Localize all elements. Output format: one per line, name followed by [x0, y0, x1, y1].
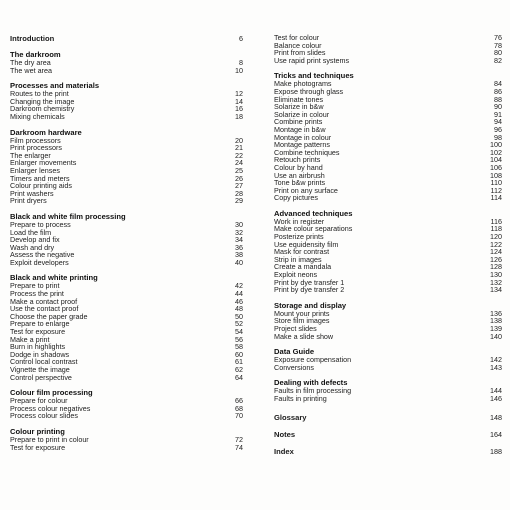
page-number: 6 [239, 34, 243, 43]
entry-label: Test for exposure [10, 327, 66, 337]
entry-label: Faults in printing [274, 393, 327, 403]
page-number: 136 [490, 308, 502, 318]
entry-label: Use equidensity film [274, 239, 339, 249]
section-heading-colour-film-processing: Colour film processing [10, 388, 93, 398]
toc-section [274, 378, 502, 402]
entry-label: Prepare to print [10, 281, 60, 291]
entry-label: Develop and fix [10, 235, 60, 245]
back-matter-glossary[interactable] [274, 413, 502, 422]
entry-label: Wash and dry [10, 242, 55, 252]
page-number: 60 [235, 349, 243, 359]
entry-label: Print dryers [10, 196, 47, 206]
page-number: 74 [235, 442, 243, 452]
page-number: 88 [494, 94, 502, 104]
page-number: 120 [490, 232, 502, 242]
page-number: 114 [490, 193, 502, 203]
toc-entry-use-rapid-print-systems[interactable] [274, 57, 502, 65]
entry-label: Project slides [274, 324, 317, 333]
page-number: 27 [235, 181, 243, 191]
toc-section [10, 34, 243, 43]
entry-label: Strip in images [274, 254, 322, 264]
page-number: 34 [235, 235, 243, 245]
entry-label: Print processors [10, 143, 62, 153]
entry-label: Routes to the print [10, 89, 69, 99]
entry-label: Prepare to enlarge [10, 319, 70, 329]
entry-label: Exploit developers [10, 257, 69, 267]
entry-label: Create a mandala [274, 262, 332, 272]
page-number: 14 [235, 96, 243, 106]
page-number: 48 [235, 304, 243, 314]
entry-label: Montage patterns [274, 140, 330, 150]
page-number: 90 [494, 102, 502, 112]
entry-label: Exposure compensation [274, 355, 352, 365]
page-number: 143 [490, 362, 502, 372]
page-number: 140 [490, 331, 502, 341]
section-heading-introduction[interactable] [10, 34, 243, 43]
page-number: 128 [490, 262, 502, 272]
entry-label: Retouch prints [274, 155, 321, 165]
toc-section [10, 81, 243, 120]
page-number: 94 [494, 117, 502, 127]
page-number: 76 [494, 33, 502, 42]
toc-entry-control-perspective[interactable] [10, 374, 243, 382]
page-number: 98 [494, 132, 502, 142]
entry-label: Process colour negatives [10, 403, 91, 413]
page-number: 78 [494, 40, 502, 50]
page-number: 21 [235, 143, 243, 153]
toc-entry-exploit-developers[interactable] [10, 259, 243, 267]
entry-label: Dodge in shadows [10, 349, 70, 359]
page-number: 110 [490, 178, 502, 188]
entry-label: Enlarger movements [10, 158, 77, 168]
page-number: 36 [235, 242, 243, 252]
page-number: 30 [235, 219, 243, 229]
page-number: 134 [490, 285, 502, 295]
toc-entry-print-by-dye-transfer-2[interactable] [274, 286, 502, 294]
toc-section [274, 34, 502, 64]
entry-label: Combine techniques [274, 147, 340, 157]
entry-label: Mask for contrast [274, 247, 330, 257]
toc-section [10, 388, 243, 420]
page-number: 68 [235, 403, 243, 413]
entry-label: Store film images [274, 316, 330, 326]
page-number: 112 [490, 185, 502, 195]
page-number: 61 [235, 357, 243, 367]
page-number: 84 [494, 79, 502, 89]
page-number: 138 [490, 316, 502, 326]
entry-label: The dry area [10, 58, 51, 67]
page-number: 50 [235, 311, 243, 321]
entry-label: Mount your prints [274, 308, 330, 318]
entry-label: Prepare to print in colour [10, 434, 89, 444]
toc-section [10, 50, 243, 74]
toc-entry-mixing-chemicals[interactable] [10, 113, 243, 121]
toc-entry-the-wet-area[interactable] [10, 67, 243, 75]
toc-section [10, 128, 243, 205]
section-heading-the-darkroom: The darkroom [10, 50, 61, 59]
page-number: 106 [490, 162, 502, 172]
page-number: 24 [235, 158, 243, 168]
entry-label: The enlarger [10, 150, 51, 160]
toc-section [274, 209, 502, 294]
toc-entry-print-dryers[interactable] [10, 197, 243, 205]
page-number: 64 [235, 372, 243, 382]
entry-label: Make a print [10, 334, 50, 344]
page-number: 42 [235, 281, 243, 291]
toc-entry-copy-pictures[interactable] [274, 194, 502, 202]
toc-section [10, 427, 243, 451]
entry-label: Enlarger lenses [10, 165, 60, 175]
entry-label: Timers and meters [10, 173, 70, 183]
toc-section [10, 273, 243, 381]
contents-right-column [274, 34, 502, 464]
back-matter-title: Index [274, 446, 294, 456]
section-heading-darkroom-hardware: Darkroom hardware [10, 127, 82, 137]
back-matter-title: Notes [274, 429, 296, 439]
entry-label: Use the contact proof [10, 304, 79, 314]
entry-label: Tone b&w prints [274, 178, 326, 188]
entry-label: Montage in b&w [274, 124, 326, 134]
section-heading-advanced-techniques: Advanced techniques [274, 208, 353, 218]
page-number: 62 [235, 365, 243, 374]
page-number: 32 [235, 227, 243, 237]
section-heading-tricks-and-techniques: Tricks and techniques [274, 71, 354, 81]
page-number: 44 [235, 289, 243, 299]
entry-label: Process the print [10, 289, 64, 299]
entry-label: Mixing chemicals [10, 111, 65, 121]
back-matter-index[interactable] [274, 447, 502, 456]
toc-section [10, 212, 243, 267]
entry-label: Make photograms [274, 79, 332, 89]
section-heading-dealing-with-defects: Dealing with defects [274, 378, 348, 388]
page-number: 91 [494, 109, 502, 119]
page-number: 104 [490, 155, 502, 165]
page-number: 96 [494, 124, 502, 134]
entry-label: Film processors [10, 135, 61, 145]
entry-label: Conversions [274, 362, 314, 372]
page-number: 108 [490, 170, 502, 180]
entry-label: Print from slides [274, 48, 326, 58]
entry-label: Process colour slides [10, 411, 78, 421]
section-heading-data-guide: Data Guide [274, 347, 315, 357]
page-number: 12 [235, 89, 243, 99]
page-number: 164 [490, 429, 502, 439]
page-number: 82 [494, 55, 502, 65]
entry-label: Posterize prints [274, 232, 324, 242]
page-number: 56 [235, 334, 243, 344]
page-number: 58 [235, 342, 243, 352]
entry-label: Vignette the image [10, 365, 70, 374]
section-heading-black-and-white-film-processing: Black and white film processing [10, 211, 126, 221]
page-number: 10 [235, 65, 243, 75]
section-heading-storage-and-display: Storage and display [274, 300, 347, 310]
toc-entry-faults-in-printing[interactable] [274, 395, 502, 403]
entry-label: Print washers [10, 188, 54, 198]
page-number: 116 [490, 216, 502, 226]
page-number: 188 [490, 446, 502, 456]
entry-label: Expose through glass [274, 86, 344, 96]
page-number: 38 [235, 250, 243, 260]
entry-label: Combine prints [274, 117, 323, 127]
page-number: 18 [235, 111, 243, 121]
toc-section [274, 347, 502, 371]
entry-label: Test for exposure [10, 442, 66, 452]
entry-label: Solarize in b&w [274, 102, 324, 112]
entry-label: Faults in film processing [274, 386, 352, 396]
page-number: 20 [235, 135, 243, 145]
page-number: 144 [490, 386, 502, 396]
entry-label: Assess the negative [10, 250, 75, 260]
page-number: 52 [235, 319, 243, 329]
page-number: 22 [235, 150, 243, 160]
toc-entry-process-colour-slides[interactable] [10, 412, 243, 420]
page-number: 139 [490, 324, 502, 333]
page-number: 126 [490, 254, 502, 264]
page-number: 148 [490, 412, 502, 422]
section-heading-processes-and-materials: Processes and materials [10, 81, 100, 91]
page-number: 16 [235, 104, 243, 114]
page-number: 100 [490, 140, 502, 150]
page-number: 132 [490, 277, 502, 287]
section-title: Introduction [10, 34, 55, 43]
entry-label: Make a slide show [274, 331, 334, 341]
entry-label: Changing the image [10, 96, 75, 106]
entry-label: Prepare to process [10, 219, 71, 229]
entry-label: Make colour separations [274, 224, 353, 234]
entry-label: Copy pictures [274, 193, 318, 203]
toc-section [274, 71, 502, 202]
entry-label: Test for colour [274, 33, 320, 42]
entry-label: Eliminate tones [274, 94, 324, 104]
page-number: 29 [235, 196, 243, 206]
toc-entry-make-a-slide-show[interactable] [274, 333, 502, 341]
entry-label: Exploit neons [274, 270, 318, 280]
page-number: 8 [239, 58, 243, 67]
back-matter-notes[interactable] [274, 430, 502, 439]
page-number: 40 [235, 257, 243, 267]
entry-label: Balance colour [274, 40, 322, 50]
entry-label: Use an airbrush [274, 170, 325, 180]
entry-label: Burn in highlights [10, 342, 66, 352]
page-number: 130 [490, 270, 502, 280]
entry-label: Print by dye transfer 2 [274, 285, 345, 295]
page-number: 28 [235, 188, 243, 198]
entry-label: Load the film [10, 227, 52, 237]
contents-left-column [10, 34, 243, 458]
toc-entry-test-for-exposure[interactable] [10, 444, 243, 452]
section-heading-black-and-white-printing: Black and white printing [10, 273, 98, 283]
page-number: 70 [235, 411, 243, 421]
entry-label: Solarize in colour [274, 109, 330, 119]
page-number: 102 [490, 147, 502, 157]
entry-label: Control local contrast [10, 357, 78, 367]
page-number: 72 [235, 434, 243, 444]
back-matter [274, 413, 502, 456]
entry-label: Colour printing aids [10, 181, 72, 191]
page-number: 26 [235, 173, 243, 183]
entry-label: Work in register [274, 216, 325, 226]
entry-label: Print by dye transfer 1 [274, 277, 345, 287]
page-number: 124 [490, 247, 502, 257]
entry-label: Control perspective [10, 372, 72, 382]
entry-label: Montage in colour [274, 132, 332, 142]
entry-label: Choose the paper grade [10, 311, 88, 321]
entry-label: Colour by hand [274, 162, 323, 172]
back-matter-title: Glossary [274, 412, 307, 422]
section-heading-colour-printing: Colour printing [10, 426, 65, 436]
entry-label: Prepare for colour [10, 396, 68, 406]
page-number: 54 [235, 327, 243, 337]
page-number: 118 [490, 224, 502, 234]
toc-entry-conversions[interactable] [274, 364, 502, 372]
entry-label: Darkroom chemistry [10, 104, 75, 114]
page-number: 122 [490, 239, 502, 249]
entry-label: Print on any surface [274, 185, 338, 195]
page-number: 146 [490, 393, 502, 403]
page-number: 80 [494, 48, 502, 58]
page-number: 25 [235, 165, 243, 175]
entry-label: The wet area [10, 65, 52, 75]
page-number: 142 [490, 355, 502, 365]
entry-label: Make a contact proof [10, 296, 78, 306]
entry-label: Use rapid print systems [274, 55, 350, 65]
toc-section [274, 301, 502, 340]
page-number: 46 [235, 296, 243, 306]
page-number: 86 [494, 86, 502, 96]
page-number: 66 [235, 396, 243, 406]
